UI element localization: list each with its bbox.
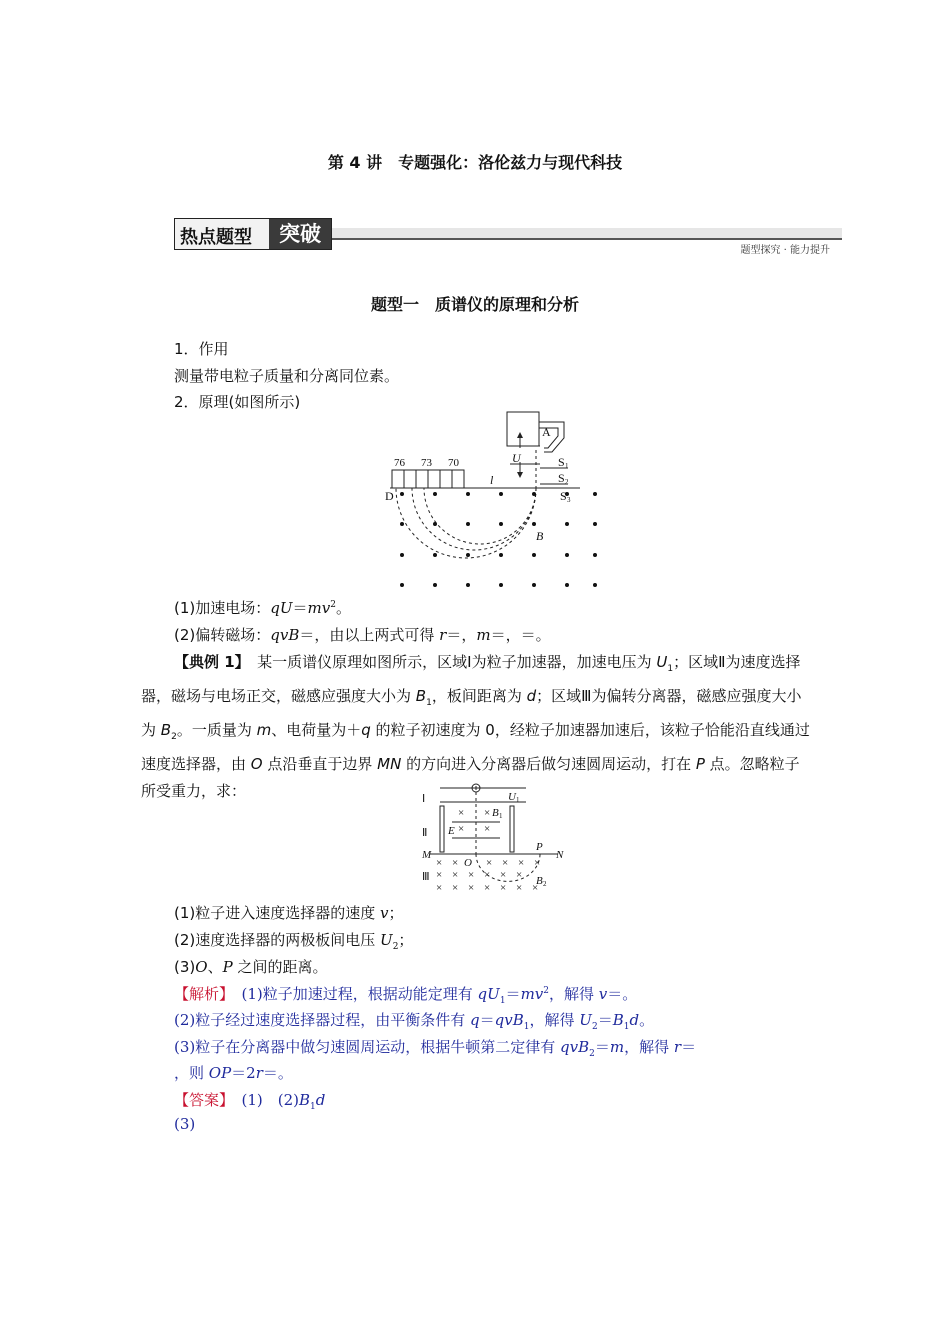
scale-73: 73 xyxy=(421,457,432,469)
example-1-text: 【典例 1】 某一质谱仪原理如图所示，区域Ⅰ为粒子加速器，加速电压为 $U_1$；区域Ⅱ为速度选择器，磁场与电场正交，磁感应强度大小为 $B_1$，板间距离为 d；区域Ⅲ为偏转分离器，磁感应强度大小为 $B_2$。一质量为 m、电荷量为＋q 的粒子初速度为 0，经粒子加速器加速后，该粒子恰能沿直线通过速度选择器，由 O 点沿垂直于边界 MN 的方向进入分离器后做匀速圆周运动，打在 P 点。忽略粒子所受重力，求： xyxy=(141,653,810,800)
field-cross: × xyxy=(516,869,523,881)
label-region-ii: Ⅱ xyxy=(422,827,428,839)
field-dot xyxy=(433,522,437,526)
label-b1-sub: 1 xyxy=(499,812,503,820)
field-dot xyxy=(466,583,470,587)
field-dot xyxy=(400,583,404,587)
label-s1-sub: 1 xyxy=(565,462,569,470)
field-dot xyxy=(400,492,404,496)
label-d: D xyxy=(385,489,394,503)
plate-ii-right xyxy=(510,806,514,852)
label-p: P xyxy=(536,841,543,853)
analysis-line-3: (3)粒子在分离器中做匀速圆周运动，根据牛顿第二定律有 qvB$_2$＝m，解得 r＝ xyxy=(174,1038,697,1059)
field-dot xyxy=(466,492,470,496)
field-dot xyxy=(593,553,597,557)
section-heading: 题型一 质谱仪的原理和分析 xyxy=(370,295,579,314)
field-dot xyxy=(433,553,437,557)
field-cross: × xyxy=(484,869,491,881)
field-dot xyxy=(593,522,597,526)
field-cross: × xyxy=(484,823,491,835)
plate-ii-left xyxy=(440,806,444,852)
field-dot xyxy=(466,553,470,557)
mass-spectrometer-figure xyxy=(380,410,600,595)
scale-70: 70 xyxy=(448,457,459,469)
label-s3: S xyxy=(560,489,567,503)
field-dot xyxy=(433,492,437,496)
field-cross: × xyxy=(436,882,443,894)
trajectory-middle xyxy=(412,488,536,550)
field-cross: × xyxy=(518,857,525,869)
field-cross: × xyxy=(468,869,475,881)
label-o: O xyxy=(464,857,472,869)
field-dot xyxy=(532,492,536,496)
field-cross: × xyxy=(500,869,507,881)
field-cross: × xyxy=(500,882,507,894)
field-cross: × xyxy=(436,869,443,881)
answer-line-1: 【答案】 (1) $(2)B_1d$ xyxy=(174,1091,326,1112)
three-region-figure xyxy=(418,782,568,897)
field-dot xyxy=(565,553,569,557)
label-region-i: Ⅰ xyxy=(422,793,426,805)
field-dot xyxy=(532,583,536,587)
field-dot xyxy=(499,583,503,587)
formula-accelerating-field: (1)加速电场：$qU=mv^2$。 xyxy=(174,599,351,617)
field-cross: × xyxy=(516,882,523,894)
field-dot xyxy=(400,522,404,526)
question-2: (2)速度选择器的两极板间电压 $U_2$； xyxy=(174,931,414,952)
item2-label: 2．原理(如图所示) xyxy=(174,393,301,411)
field-cross: × xyxy=(502,857,509,869)
trajectory-outer xyxy=(396,488,536,558)
label-s1: S xyxy=(558,455,565,469)
banner-tag: 题型探究 · 能力提升 xyxy=(740,245,830,256)
field-dot xyxy=(499,553,503,557)
field-cross: × xyxy=(532,882,539,894)
field-cross: × xyxy=(452,869,459,881)
label-m: M xyxy=(422,849,432,861)
formula-deflection-field: (2)偏转磁场：qvB＝，由以上两式可得 r＝，m＝，＝。 xyxy=(174,626,551,644)
label-e: E xyxy=(448,825,455,837)
field-dot xyxy=(400,553,404,557)
field-dot xyxy=(466,522,470,526)
field-cross: × xyxy=(452,882,459,894)
label-b2: B xyxy=(536,875,543,887)
label-l: l xyxy=(490,473,494,487)
banner-left-text: 热点题型 xyxy=(180,227,252,248)
label-b1: B xyxy=(492,807,499,819)
banner-box xyxy=(174,218,332,250)
field-dot xyxy=(499,492,503,496)
label-u-sub: 1 xyxy=(516,796,520,804)
field-cross: × xyxy=(534,857,541,869)
label-b2-sub: 2 xyxy=(543,880,547,888)
field-cross: × xyxy=(452,857,459,869)
item1-label: 1．作用 xyxy=(174,340,229,358)
field-cross: × xyxy=(436,857,443,869)
label-s2: S xyxy=(558,471,565,485)
field-dot xyxy=(593,583,597,587)
field-cross: × xyxy=(458,807,465,819)
field-cross: × xyxy=(484,807,491,819)
label-s3-sub: 3 xyxy=(567,496,571,504)
label-u: U xyxy=(508,791,516,803)
label-a: A xyxy=(542,425,551,439)
field-dot xyxy=(593,492,597,496)
analysis-line-1: 【解析】 (1)粒子加速过程，根据动能定理有 $qU_1=mv^2$，解得 v＝。 xyxy=(174,985,638,1006)
label-region-iii: Ⅲ xyxy=(422,871,430,883)
label-s2-sub: 2 xyxy=(565,478,569,486)
section-banner xyxy=(174,216,842,256)
field-cross: × xyxy=(468,882,475,894)
trajectory-inner xyxy=(424,488,536,544)
field-dot xyxy=(565,522,569,526)
field-dot xyxy=(433,583,437,587)
scale-76: 76 xyxy=(394,457,405,469)
field-cross: × xyxy=(486,857,493,869)
banner-rule xyxy=(330,228,842,256)
field-dot xyxy=(532,522,536,526)
field-dot xyxy=(532,553,536,557)
answer-line-2: (3) xyxy=(174,1115,196,1133)
field-dot xyxy=(565,583,569,587)
label-n: N xyxy=(556,849,564,861)
item1-text: 测量带电粒子质量和分离同位素。 xyxy=(174,367,400,385)
field-cross: × xyxy=(484,882,491,894)
label-b: B xyxy=(536,529,544,543)
question-3: (3)O、P 之间的距离。 xyxy=(174,958,328,976)
analysis-line-4: ，则 OP＝2r＝。 xyxy=(174,1064,293,1082)
arrow-head xyxy=(517,472,523,478)
question-1: (1)粒子进入速度选择器的速度 v； xyxy=(174,904,404,922)
banner-right-text: 突破 xyxy=(269,219,331,249)
arrow-head xyxy=(517,432,523,438)
page-title: 第 4 讲 专题强化：洛伦兹力与现代科技 xyxy=(327,153,623,172)
label-u: U xyxy=(512,451,521,465)
analysis-line-2: (2)粒子经过速度选择器过程，由平衡条件有 q＝qvB$_1$，解得 $U_2=B_1d$。 xyxy=(174,1011,655,1032)
ion-source-box xyxy=(507,412,539,446)
field-dot xyxy=(499,522,503,526)
field-cross: × xyxy=(458,823,465,835)
